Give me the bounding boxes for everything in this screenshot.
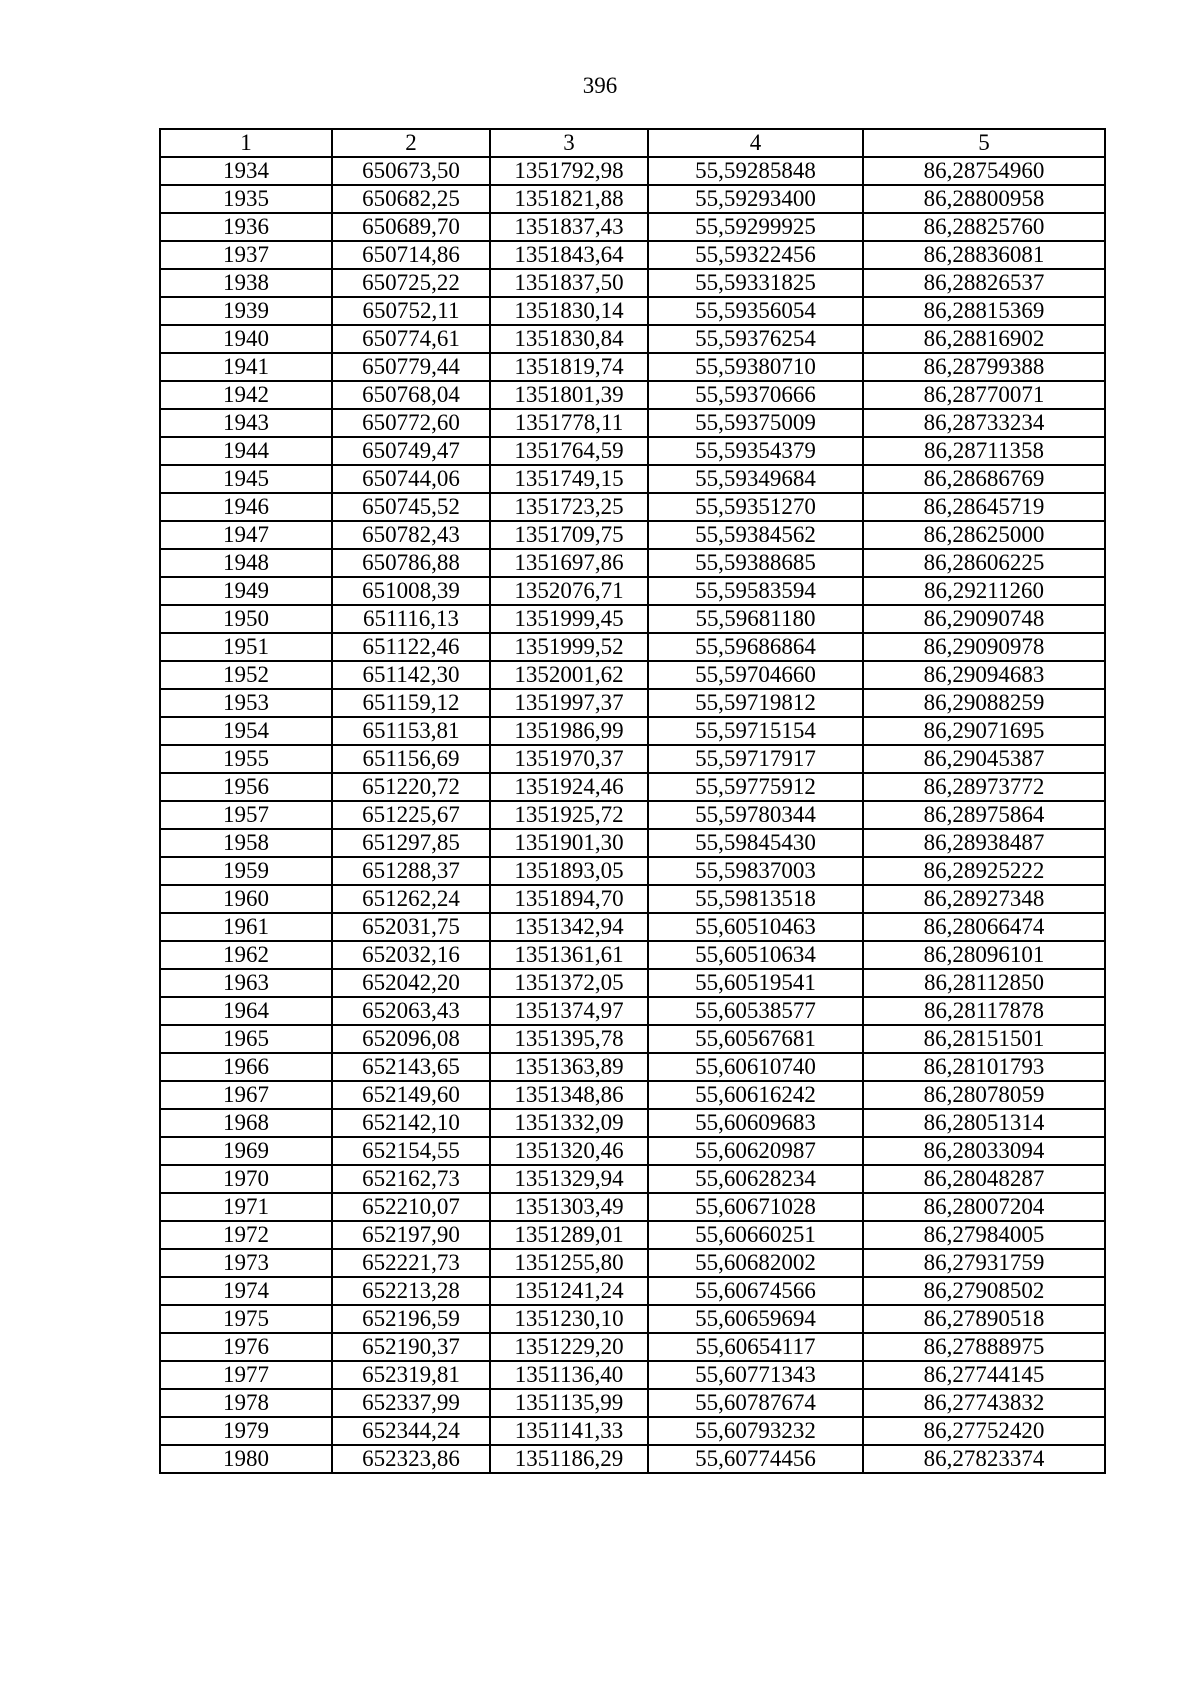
point-number-cell: 1966: [160, 1053, 332, 1081]
y-coordinate-cell: 1351230,10: [490, 1305, 648, 1333]
y-coordinate-cell: 1351843,64: [490, 241, 648, 269]
y-coordinate-cell: 1351361,61: [490, 941, 648, 969]
table-row: [160, 885, 1105, 913]
y-coordinate-cell: 1351801,39: [490, 381, 648, 409]
point-number-cell: 1941: [160, 353, 332, 381]
x-coordinate-cell: 651156,69: [332, 745, 490, 773]
latitude-cell: 55,59583594: [648, 577, 863, 605]
longitude-cell: 86,29045387: [863, 745, 1105, 773]
y-coordinate-cell: 1351997,37: [490, 689, 648, 717]
latitude-cell: 55,59388685: [648, 549, 863, 577]
point-number-cell: 1975: [160, 1305, 332, 1333]
latitude-cell: 55,59370666: [648, 381, 863, 409]
longitude-cell: 86,28078059: [863, 1081, 1105, 1109]
x-coordinate-cell: 652149,60: [332, 1081, 490, 1109]
latitude-cell: 55,60610740: [648, 1053, 863, 1081]
y-coordinate-cell: 1351697,86: [490, 549, 648, 577]
y-coordinate-cell: 1351894,70: [490, 885, 648, 913]
latitude-cell: 55,59285848: [648, 157, 863, 185]
latitude-cell: 55,60659694: [648, 1305, 863, 1333]
table-row: [160, 1221, 1105, 1249]
point-number-cell: 1939: [160, 297, 332, 325]
longitude-cell: 86,28151501: [863, 1025, 1105, 1053]
latitude-cell: 55,59717917: [648, 745, 863, 773]
x-coordinate-cell: 650772,60: [332, 409, 490, 437]
table-row: [160, 409, 1105, 437]
x-coordinate-cell: 652154,55: [332, 1137, 490, 1165]
longitude-cell: 86,27984005: [863, 1221, 1105, 1249]
latitude-cell: 55,60628234: [648, 1165, 863, 1193]
y-coordinate-cell: 1351723,25: [490, 493, 648, 521]
latitude-cell: 55,60674566: [648, 1277, 863, 1305]
y-coordinate-cell: 1351749,15: [490, 465, 648, 493]
longitude-cell: 86,28733234: [863, 409, 1105, 437]
longitude-cell: 86,28101793: [863, 1053, 1105, 1081]
table-row: [160, 1137, 1105, 1165]
x-coordinate-cell: 652096,08: [332, 1025, 490, 1053]
point-number-cell: 1960: [160, 885, 332, 913]
x-coordinate-cell: 651262,24: [332, 885, 490, 913]
header-row: [160, 129, 1105, 157]
point-number-cell: 1934: [160, 157, 332, 185]
x-coordinate-cell: 652196,59: [332, 1305, 490, 1333]
latitude-cell: 55,59780344: [648, 801, 863, 829]
table-row: [160, 1417, 1105, 1445]
x-coordinate-cell: 651225,67: [332, 801, 490, 829]
y-coordinate-cell: 1351348,86: [490, 1081, 648, 1109]
longitude-cell: 86,29211260: [863, 577, 1105, 605]
longitude-cell: 86,28754960: [863, 157, 1105, 185]
point-number-cell: 1938: [160, 269, 332, 297]
table-row: [160, 1333, 1105, 1361]
point-number-cell: 1943: [160, 409, 332, 437]
page-number: 396: [582, 73, 618, 98]
point-number-cell: 1950: [160, 605, 332, 633]
point-number-cell: 1948: [160, 549, 332, 577]
y-coordinate-cell: 1352001,62: [490, 661, 648, 689]
x-coordinate-cell: 652319,81: [332, 1361, 490, 1389]
longitude-cell: 86,27823374: [863, 1445, 1105, 1473]
table-row: [160, 1445, 1105, 1473]
table-row: [160, 1165, 1105, 1193]
column-header-3: 3: [490, 129, 648, 157]
latitude-cell: 55,60538577: [648, 997, 863, 1025]
point-number-cell: 1935: [160, 185, 332, 213]
y-coordinate-cell: 1351821,88: [490, 185, 648, 213]
point-number-cell: 1958: [160, 829, 332, 857]
latitude-cell: 55,60793232: [648, 1417, 863, 1445]
latitude-cell: 55,59375009: [648, 409, 863, 437]
x-coordinate-cell: 651220,72: [332, 773, 490, 801]
latitude-cell: 55,59376254: [648, 325, 863, 353]
latitude-cell: 55,60654117: [648, 1333, 863, 1361]
y-coordinate-cell: 1351837,43: [490, 213, 648, 241]
longitude-cell: 86,28975864: [863, 801, 1105, 829]
longitude-cell: 86,28711358: [863, 437, 1105, 465]
point-number-cell: 1937: [160, 241, 332, 269]
latitude-cell: 55,59351270: [648, 493, 863, 521]
longitude-cell: 86,28815369: [863, 297, 1105, 325]
column-header-4: 4: [648, 129, 863, 157]
longitude-cell: 86,27752420: [863, 1417, 1105, 1445]
point-number-cell: 1972: [160, 1221, 332, 1249]
point-number-cell: 1968: [160, 1109, 332, 1137]
point-number-cell: 1977: [160, 1361, 332, 1389]
latitude-cell: 55,59719812: [648, 689, 863, 717]
table-row: [160, 493, 1105, 521]
table-row: [160, 549, 1105, 577]
y-coordinate-cell: 1351999,52: [490, 633, 648, 661]
y-coordinate-cell: 1351924,46: [490, 773, 648, 801]
x-coordinate-cell: 652197,90: [332, 1221, 490, 1249]
longitude-cell: 86,27931759: [863, 1249, 1105, 1277]
x-coordinate-cell: 652063,43: [332, 997, 490, 1025]
y-coordinate-cell: 1351709,75: [490, 521, 648, 549]
table-row: [160, 689, 1105, 717]
table-row: [160, 269, 1105, 297]
x-coordinate-cell: 651008,39: [332, 577, 490, 605]
point-number-cell: 1974: [160, 1277, 332, 1305]
point-number-cell: 1945: [160, 465, 332, 493]
y-coordinate-cell: 1351764,59: [490, 437, 648, 465]
longitude-cell: 86,28051314: [863, 1109, 1105, 1137]
latitude-cell: 55,60771343: [648, 1361, 863, 1389]
latitude-cell: 55,59299925: [648, 213, 863, 241]
x-coordinate-cell: 652142,10: [332, 1109, 490, 1137]
y-coordinate-cell: 1351135,99: [490, 1389, 648, 1417]
latitude-cell: 55,59380710: [648, 353, 863, 381]
point-number-cell: 1967: [160, 1081, 332, 1109]
latitude-cell: 55,59384562: [648, 521, 863, 549]
table-body: [160, 157, 1105, 1473]
y-coordinate-cell: 1351830,14: [490, 297, 648, 325]
point-number-cell: 1957: [160, 801, 332, 829]
point-number-cell: 1953: [160, 689, 332, 717]
x-coordinate-cell: 652221,73: [332, 1249, 490, 1277]
x-coordinate-cell: 651116,13: [332, 605, 490, 633]
table-row: [160, 325, 1105, 353]
latitude-cell: 55,60510463: [648, 913, 863, 941]
table-row: [160, 605, 1105, 633]
point-number-cell: 1963: [160, 969, 332, 997]
x-coordinate-cell: 652031,75: [332, 913, 490, 941]
point-number-cell: 1949: [160, 577, 332, 605]
x-coordinate-cell: 651159,12: [332, 689, 490, 717]
latitude-cell: 55,60787674: [648, 1389, 863, 1417]
longitude-cell: 86,29090748: [863, 605, 1105, 633]
latitude-cell: 55,60774456: [648, 1445, 863, 1473]
latitude-cell: 55,59354379: [648, 437, 863, 465]
longitude-cell: 86,28625000: [863, 521, 1105, 549]
x-coordinate-cell: 651288,37: [332, 857, 490, 885]
y-coordinate-cell: 1351819,74: [490, 353, 648, 381]
y-coordinate-cell: 1351778,11: [490, 409, 648, 437]
x-coordinate-cell: 650725,22: [332, 269, 490, 297]
point-number-cell: 1973: [160, 1249, 332, 1277]
longitude-cell: 86,29088259: [863, 689, 1105, 717]
latitude-cell: 55,59349684: [648, 465, 863, 493]
latitude-cell: 55,59704660: [648, 661, 863, 689]
table-row: [160, 717, 1105, 745]
point-number-cell: 1961: [160, 913, 332, 941]
y-coordinate-cell: 1351241,24: [490, 1277, 648, 1305]
point-number-cell: 1956: [160, 773, 332, 801]
point-number-cell: 1940: [160, 325, 332, 353]
x-coordinate-cell: 650749,47: [332, 437, 490, 465]
table-row: [160, 297, 1105, 325]
longitude-cell: 86,27890518: [863, 1305, 1105, 1333]
latitude-cell: 55,59837003: [648, 857, 863, 885]
longitude-cell: 86,27744145: [863, 1361, 1105, 1389]
table-row: [160, 1361, 1105, 1389]
latitude-cell: 55,59775912: [648, 773, 863, 801]
table-row: [160, 661, 1105, 689]
x-coordinate-cell: 652162,73: [332, 1165, 490, 1193]
y-coordinate-cell: 1351374,97: [490, 997, 648, 1025]
point-number-cell: 1959: [160, 857, 332, 885]
latitude-cell: 55,60609683: [648, 1109, 863, 1137]
y-coordinate-cell: 1351136,40: [490, 1361, 648, 1389]
longitude-cell: 86,27908502: [863, 1277, 1105, 1305]
y-coordinate-cell: 1351255,80: [490, 1249, 648, 1277]
y-coordinate-cell: 1351970,37: [490, 745, 648, 773]
table-row: [160, 465, 1105, 493]
y-coordinate-cell: 1351395,78: [490, 1025, 648, 1053]
longitude-cell: 86,28799388: [863, 353, 1105, 381]
y-coordinate-cell: 1351999,45: [490, 605, 648, 633]
latitude-cell: 55,60620987: [648, 1137, 863, 1165]
table-row: [160, 353, 1105, 381]
x-coordinate-cell: 652190,37: [332, 1333, 490, 1361]
table-row: [160, 437, 1105, 465]
table-row: [160, 1277, 1105, 1305]
y-coordinate-cell: 1351837,50: [490, 269, 648, 297]
point-number-cell: 1980: [160, 1445, 332, 1473]
y-coordinate-cell: 1351893,05: [490, 857, 648, 885]
x-coordinate-cell: 650714,86: [332, 241, 490, 269]
longitude-cell: 86,29090978: [863, 633, 1105, 661]
table-row: [160, 1053, 1105, 1081]
x-coordinate-cell: 652213,28: [332, 1277, 490, 1305]
table-row: [160, 1305, 1105, 1333]
point-number-cell: 1942: [160, 381, 332, 409]
longitude-cell: 86,28800958: [863, 185, 1105, 213]
point-number-cell: 1964: [160, 997, 332, 1025]
longitude-cell: 86,28117878: [863, 997, 1105, 1025]
x-coordinate-cell: 650673,50: [332, 157, 490, 185]
x-coordinate-cell: 650689,70: [332, 213, 490, 241]
x-coordinate-cell: 651122,46: [332, 633, 490, 661]
latitude-cell: 55,60671028: [648, 1193, 863, 1221]
latitude-cell: 55,59356054: [648, 297, 863, 325]
longitude-cell: 86,27743832: [863, 1389, 1105, 1417]
y-coordinate-cell: 1351329,94: [490, 1165, 648, 1193]
table-row: [160, 1193, 1105, 1221]
y-coordinate-cell: 1351792,98: [490, 157, 648, 185]
latitude-cell: 55,60660251: [648, 1221, 863, 1249]
table-row: [160, 913, 1105, 941]
column-header-5: 5: [863, 129, 1105, 157]
longitude-cell: 86,28048287: [863, 1165, 1105, 1193]
column-header-2: 2: [332, 129, 490, 157]
latitude-cell: 55,59686864: [648, 633, 863, 661]
y-coordinate-cell: 1351289,01: [490, 1221, 648, 1249]
point-number-cell: 1954: [160, 717, 332, 745]
table-row: [160, 997, 1105, 1025]
point-number-cell: 1946: [160, 493, 332, 521]
table-row: [160, 577, 1105, 605]
y-coordinate-cell: 1351830,84: [490, 325, 648, 353]
point-number-cell: 1979: [160, 1417, 332, 1445]
table-row: [160, 829, 1105, 857]
coordinates-table: [159, 128, 1106, 1474]
y-coordinate-cell: 1351901,30: [490, 829, 648, 857]
x-coordinate-cell: 650786,88: [332, 549, 490, 577]
x-coordinate-cell: 652210,07: [332, 1193, 490, 1221]
x-coordinate-cell: 650682,25: [332, 185, 490, 213]
longitude-cell: 86,28925222: [863, 857, 1105, 885]
point-number-cell: 1969: [160, 1137, 332, 1165]
longitude-cell: 86,28686769: [863, 465, 1105, 493]
latitude-cell: 55,59845430: [648, 829, 863, 857]
longitude-cell: 86,28927348: [863, 885, 1105, 913]
table-row: [160, 1389, 1105, 1417]
latitude-cell: 55,60682002: [648, 1249, 863, 1277]
y-coordinate-cell: 1352076,71: [490, 577, 648, 605]
table-row: [160, 745, 1105, 773]
y-coordinate-cell: 1351141,33: [490, 1417, 648, 1445]
y-coordinate-cell: 1351925,72: [490, 801, 648, 829]
y-coordinate-cell: 1351363,89: [490, 1053, 648, 1081]
latitude-cell: 55,59331825: [648, 269, 863, 297]
y-coordinate-cell: 1351303,49: [490, 1193, 648, 1221]
table-row: [160, 969, 1105, 997]
latitude-cell: 55,59322456: [648, 241, 863, 269]
latitude-cell: 55,59715154: [648, 717, 863, 745]
latitude-cell: 55,59681180: [648, 605, 863, 633]
y-coordinate-cell: 1351320,46: [490, 1137, 648, 1165]
x-coordinate-cell: 652042,20: [332, 969, 490, 997]
table-row: [160, 521, 1105, 549]
point-number-cell: 1955: [160, 745, 332, 773]
x-coordinate-cell: 650774,61: [332, 325, 490, 353]
longitude-cell: 86,28836081: [863, 241, 1105, 269]
longitude-cell: 86,28112850: [863, 969, 1105, 997]
y-coordinate-cell: 1351229,20: [490, 1333, 648, 1361]
x-coordinate-cell: 652032,16: [332, 941, 490, 969]
table-row: [160, 857, 1105, 885]
point-number-cell: 1947: [160, 521, 332, 549]
longitude-cell: 86,28816902: [863, 325, 1105, 353]
column-header-1: 1: [160, 129, 332, 157]
table-row: [160, 381, 1105, 409]
x-coordinate-cell: 650779,44: [332, 353, 490, 381]
longitude-cell: 86,28606225: [863, 549, 1105, 577]
table-row: [160, 801, 1105, 829]
longitude-cell: 86,29071695: [863, 717, 1105, 745]
table-row: [160, 1109, 1105, 1137]
longitude-cell: 86,28938487: [863, 829, 1105, 857]
y-coordinate-cell: 1351372,05: [490, 969, 648, 997]
x-coordinate-cell: 651153,81: [332, 717, 490, 745]
table-row: [160, 1081, 1105, 1109]
point-number-cell: 1970: [160, 1165, 332, 1193]
point-number-cell: 1952: [160, 661, 332, 689]
table-row: [160, 241, 1105, 269]
point-number-cell: 1971: [160, 1193, 332, 1221]
longitude-cell: 86,28096101: [863, 941, 1105, 969]
point-number-cell: 1976: [160, 1333, 332, 1361]
latitude-cell: 55,59293400: [648, 185, 863, 213]
x-coordinate-cell: 652344,24: [332, 1417, 490, 1445]
latitude-cell: 55,60567681: [648, 1025, 863, 1053]
x-coordinate-cell: 652337,99: [332, 1389, 490, 1417]
table-row: [160, 1025, 1105, 1053]
table-row: [160, 1249, 1105, 1277]
longitude-cell: 86,28825760: [863, 213, 1105, 241]
longitude-cell: 86,28645719: [863, 493, 1105, 521]
table-row: [160, 941, 1105, 969]
x-coordinate-cell: 650745,52: [332, 493, 490, 521]
latitude-cell: 55,59813518: [648, 885, 863, 913]
point-number-cell: 1965: [160, 1025, 332, 1053]
table-row: [160, 185, 1105, 213]
table-row: [160, 157, 1105, 185]
longitude-cell: 86,27888975: [863, 1333, 1105, 1361]
longitude-cell: 86,29094683: [863, 661, 1105, 689]
y-coordinate-cell: 1351986,99: [490, 717, 648, 745]
longitude-cell: 86,28770071: [863, 381, 1105, 409]
point-number-cell: 1978: [160, 1389, 332, 1417]
x-coordinate-cell: 652323,86: [332, 1445, 490, 1473]
point-number-cell: 1936: [160, 213, 332, 241]
table-row: [160, 633, 1105, 661]
table-header: [160, 129, 1105, 157]
y-coordinate-cell: 1351332,09: [490, 1109, 648, 1137]
point-number-cell: 1951: [160, 633, 332, 661]
x-coordinate-cell: 650782,43: [332, 521, 490, 549]
x-coordinate-cell: 651297,85: [332, 829, 490, 857]
latitude-cell: 55,60519541: [648, 969, 863, 997]
longitude-cell: 86,28066474: [863, 913, 1105, 941]
y-coordinate-cell: 1351342,94: [490, 913, 648, 941]
latitude-cell: 55,60510634: [648, 941, 863, 969]
longitude-cell: 86,28826537: [863, 269, 1105, 297]
x-coordinate-cell: 652143,65: [332, 1053, 490, 1081]
x-coordinate-cell: 650768,04: [332, 381, 490, 409]
y-coordinate-cell: 1351186,29: [490, 1445, 648, 1473]
longitude-cell: 86,28007204: [863, 1193, 1105, 1221]
point-number-cell: 1962: [160, 941, 332, 969]
longitude-cell: 86,28973772: [863, 773, 1105, 801]
table-row: [160, 773, 1105, 801]
latitude-cell: 55,60616242: [648, 1081, 863, 1109]
table-row: [160, 213, 1105, 241]
x-coordinate-cell: 650752,11: [332, 297, 490, 325]
x-coordinate-cell: 650744,06: [332, 465, 490, 493]
point-number-cell: 1944: [160, 437, 332, 465]
longitude-cell: 86,28033094: [863, 1137, 1105, 1165]
x-coordinate-cell: 651142,30: [332, 661, 490, 689]
